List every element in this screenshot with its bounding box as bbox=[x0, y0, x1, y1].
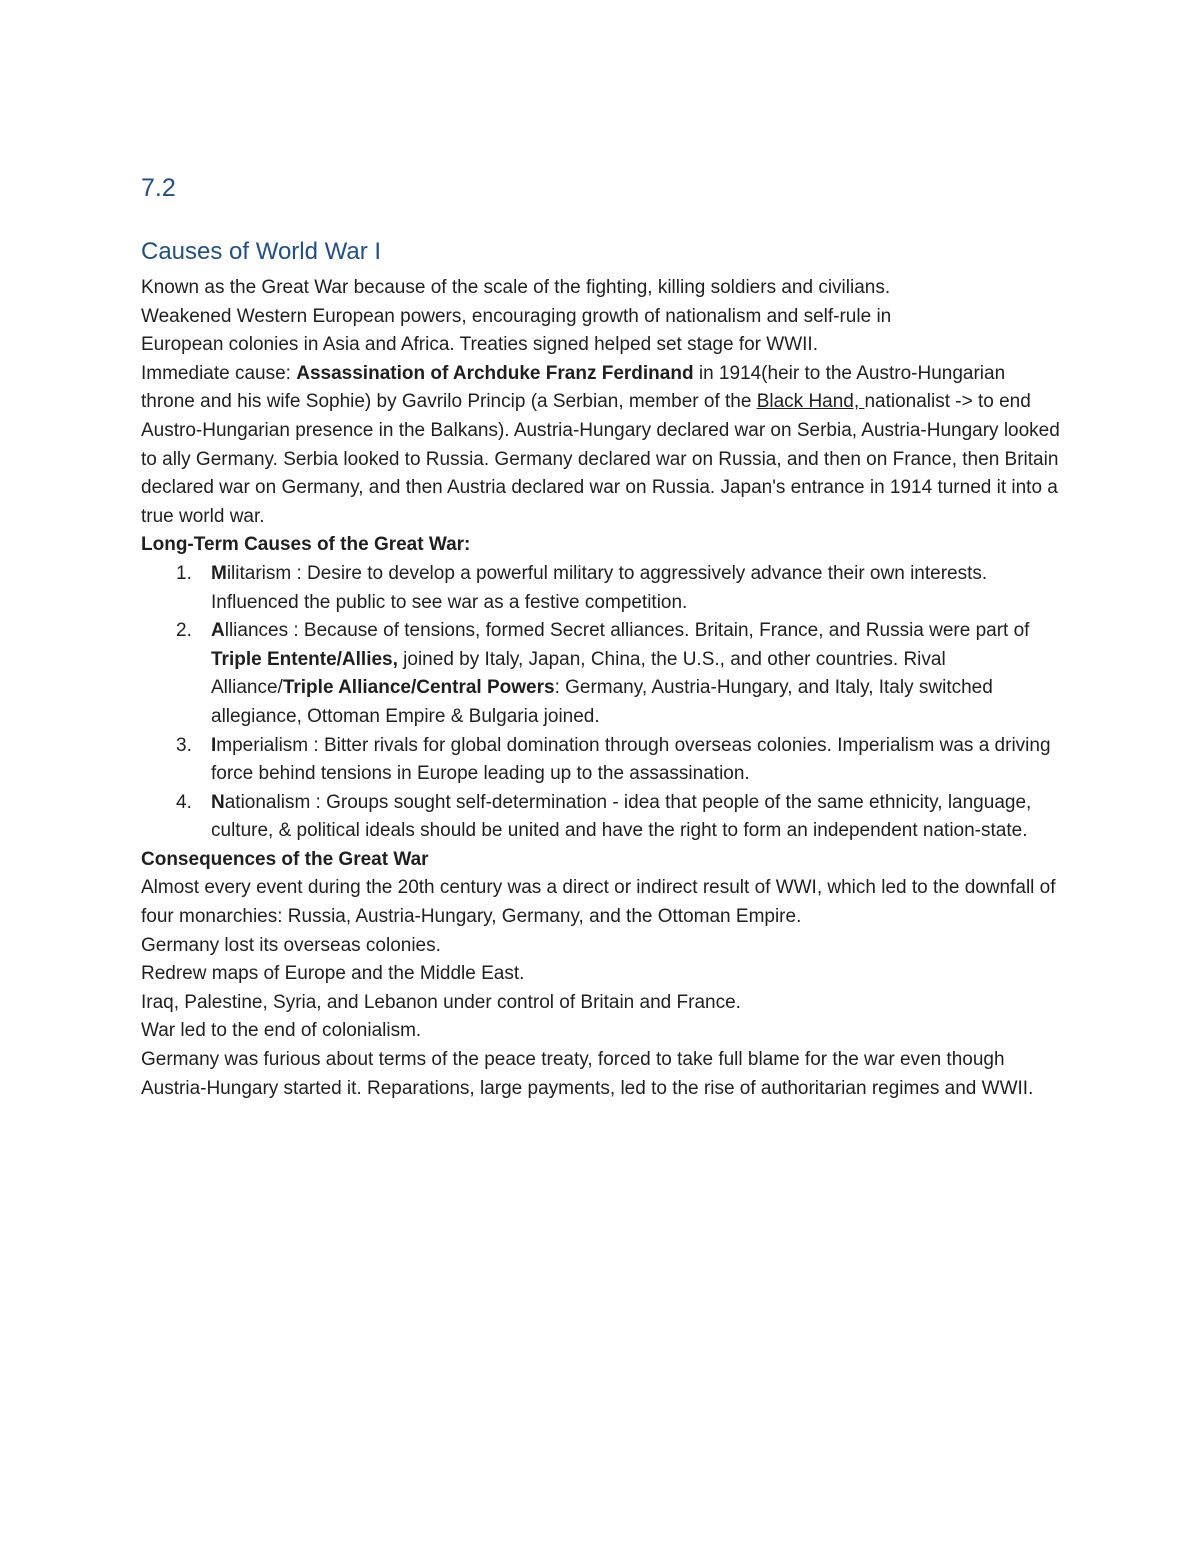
intro-line-3: European colonies in Asia and Africa. Treaties signed helped set stage for WWII. bbox=[141, 334, 818, 356]
consequence-paragraph: Redrew maps of Europe and the Middle East. bbox=[141, 963, 525, 985]
section-number: 7.2 bbox=[141, 174, 176, 202]
list-text: ilitarism : Desire to develop a powerful military to aggressively advance their own interests. Influenced the public to see war as a festive competition. bbox=[211, 562, 988, 613]
immediate-cause-paragraph bbox=[141, 360, 1061, 532]
immediate-cause-text: in 1914(heir to the Austro-Hungarian throne and his wife Sophie) by Gavrilo Princip (a Serbian, member of the bbox=[141, 362, 1006, 413]
assassination-bold: Assassination of Archduke Franz Ferdinand bbox=[296, 362, 694, 384]
list-text: joined by Italy, Japan, China, the U.S., and other countries. Rival Alliance/ bbox=[211, 648, 946, 699]
list-initial: I bbox=[211, 734, 217, 756]
list-initial: M bbox=[211, 562, 227, 584]
long-term-causes-list bbox=[141, 560, 1061, 846]
list-item bbox=[141, 789, 1061, 846]
consequence-paragraph: War led to the end of colonialism. bbox=[141, 1020, 422, 1042]
triple-entente-bold: Triple Entente/Allies, bbox=[211, 648, 398, 670]
list-item bbox=[141, 617, 1061, 731]
list-initial: A bbox=[211, 620, 225, 642]
immediate-cause-rest: nationalist -> to end Austro-Hungarian presence in the Balkans). Austria-Hungary declared war on Serbia, Austria-Hungary looked to ally Germany. Serbia looked to Russia. Germany declared war on Russia, and then on France, then Britain declared war on Germany, and then Austria declared war on Russia. Japan's entrance in 1914 turned it into a true world war. bbox=[141, 391, 1060, 527]
list-text: lliances : Because of tensions, formed Secret alliances. Britain, France, and Russia were part of bbox=[224, 620, 1030, 642]
list-number: 3. bbox=[176, 734, 192, 756]
intro-line-1: Known as the Great War because of the scale of the fighting, killing soldiers and civilians. bbox=[141, 277, 891, 298]
immediate-cause-label: Immediate cause: bbox=[141, 362, 297, 384]
black-hand-underlined: Black Hand, bbox=[756, 391, 865, 413]
list-text: : Germany, Austria-Hungary, and Italy, Italy switched allegiance, Ottoman Empire & Bulgaria joined. bbox=[211, 677, 993, 727]
consequences-heading: Consequences of the Great War bbox=[141, 848, 429, 870]
consequence-paragraph: Almost every event during the 20th century was a direct or indirect result of WWI, which led to the downfall of four monarchies: Russia, Austria-Hungary, Germany, and the Ottoman Empire. bbox=[141, 877, 1056, 928]
list-number: 2. bbox=[176, 620, 192, 642]
list-item bbox=[141, 560, 1061, 617]
triple-alliance-bold: Triple Alliance/Central Powers bbox=[282, 677, 555, 699]
list-text: ationalism : Groups sought self-determination - idea that people of the same ethnicity, language, culture, & political ideals should be united and have the right to form an independent nation-state. bbox=[211, 791, 1032, 842]
list-item bbox=[141, 732, 1061, 789]
list-initial: N bbox=[211, 791, 225, 813]
long-term-heading: Long-Term Causes of the Great War: bbox=[141, 534, 471, 556]
list-number: 1. bbox=[176, 562, 192, 584]
list-text: mperialism : Bitter rivals for global domination through overseas colonies. Imperialism was a driving force behind tensions in Europe leading up to the assassination. bbox=[211, 734, 1051, 785]
intro-line-2: Weakened Western European powers, encouraging growth of nationalism and self-rule in bbox=[141, 305, 892, 327]
list-number: 4. bbox=[176, 791, 192, 813]
consequence-paragraph: Iraq, Palestine, Syria, and Lebanon under control of Britain and France. bbox=[141, 991, 741, 1013]
consequence-paragraph: Germany lost its overseas colonies. bbox=[141, 934, 441, 956]
consequence-paragraph: Germany was furious about terms of the peace treaty, forced to take full blame for the war even though Austria-Hungary started it. Reparations, large payments, led to the rise of authoritarian regimes and WWII. bbox=[141, 1049, 1034, 1099]
document-page bbox=[141, 168, 1061, 1103]
page-title: Causes of World War I bbox=[141, 238, 382, 265]
